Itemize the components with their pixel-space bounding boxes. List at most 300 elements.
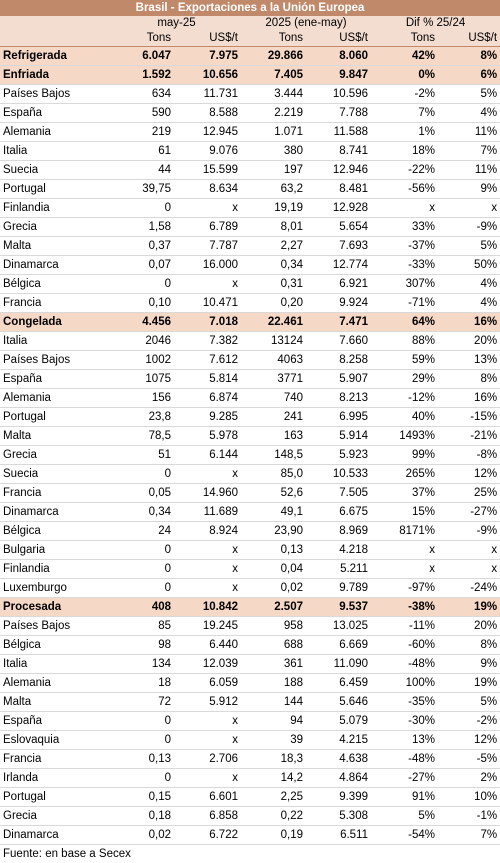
- cell-usd-may: 2.706: [174, 750, 241, 769]
- cell-usd-dif: x: [438, 560, 500, 579]
- cell-tons-may: 0,10: [112, 294, 174, 313]
- table-row: [0, 161, 500, 180]
- cell-tons-dif: x: [371, 560, 438, 579]
- row-label: Alemania: [0, 389, 112, 408]
- cell-tons-dif: -38%: [371, 598, 438, 617]
- row-label: Francia: [0, 484, 112, 503]
- row-label: Finlandia: [0, 560, 112, 579]
- row-label: Dinamarca: [0, 826, 112, 845]
- cell-usd-dif: 20%: [438, 332, 500, 351]
- cell-usd-ytd: 12.946: [306, 161, 371, 180]
- cell-usd-may: 19.245: [174, 617, 241, 636]
- table-row: [0, 484, 500, 503]
- cell-usd-dif: 25%: [438, 484, 500, 503]
- table-row: [0, 560, 500, 579]
- cell-usd-ytd: 12.928: [306, 199, 371, 218]
- cell-tons-dif: -97%: [371, 579, 438, 598]
- cell-tons-ytd: 3.444: [241, 85, 306, 104]
- cell-tons-ytd: 14,2: [241, 769, 306, 788]
- cell-tons-ytd: 2,25: [241, 788, 306, 807]
- cell-tons-may: 0,18: [112, 807, 174, 826]
- cell-usd-may: 7.975: [174, 47, 241, 66]
- table-row: [0, 712, 500, 731]
- cell-tons-may: 1002: [112, 351, 174, 370]
- cell-tons-may: 85: [112, 617, 174, 636]
- cell-usd-dif: 7%: [438, 142, 500, 161]
- cell-tons-ytd: 1.071: [241, 123, 306, 142]
- table-row: [0, 655, 500, 674]
- cell-usd-ytd: 9.847: [306, 66, 371, 85]
- cell-usd-may: x: [174, 541, 241, 560]
- cell-usd-dif: 5%: [438, 693, 500, 712]
- cell-tons-may: 0,34: [112, 503, 174, 522]
- cell-usd-may: 7.612: [174, 351, 241, 370]
- cell-usd-may: x: [174, 731, 241, 750]
- cell-tons-ytd: 361: [241, 655, 306, 674]
- cell-tons-ytd: 2.507: [241, 598, 306, 617]
- row-label: Portugal: [0, 180, 112, 199]
- table-row: [0, 427, 500, 446]
- cell-tons-may: 1075: [112, 370, 174, 389]
- cell-usd-may: 6.874: [174, 389, 241, 408]
- cell-tons-dif: 307%: [371, 275, 438, 294]
- col-tons-dif: Tons: [371, 31, 438, 47]
- header-blank-2: [0, 31, 112, 47]
- cell-tons-ytd: 3771: [241, 370, 306, 389]
- cell-tons-may: 0,13: [112, 750, 174, 769]
- cell-usd-dif: 9%: [438, 655, 500, 674]
- cell-tons-may: 51: [112, 446, 174, 465]
- cell-usd-dif: 16%: [438, 313, 500, 332]
- cell-tons-dif: -48%: [371, 655, 438, 674]
- cell-tons-dif: -11%: [371, 617, 438, 636]
- cell-tons-may: 23,8: [112, 408, 174, 427]
- header-ytd: 2025 (ene-may): [241, 16, 371, 31]
- row-label: Grecia: [0, 218, 112, 237]
- cell-usd-may: 7.382: [174, 332, 241, 351]
- row-label: Enfriada: [0, 66, 112, 85]
- cell-usd-may: 8.634: [174, 180, 241, 199]
- cell-tons-may: 1.592: [112, 66, 174, 85]
- cell-tons-ytd: 0,04: [241, 560, 306, 579]
- cell-usd-dif: 12%: [438, 465, 500, 484]
- cell-usd-dif: 7%: [438, 826, 500, 845]
- row-label: Países Bajos: [0, 617, 112, 636]
- cell-usd-may: x: [174, 199, 241, 218]
- cell-usd-may: 10.656: [174, 66, 241, 85]
- cell-tons-ytd: 2,27: [241, 237, 306, 256]
- table-row: [0, 275, 500, 294]
- cell-tons-ytd: 0,34: [241, 256, 306, 275]
- row-label: Malta: [0, 237, 112, 256]
- row-label: Portugal: [0, 408, 112, 427]
- cell-tons-dif: -27%: [371, 769, 438, 788]
- row-label: España: [0, 370, 112, 389]
- cell-tons-dif: 88%: [371, 332, 438, 351]
- cell-usd-ytd: 7.788: [306, 104, 371, 123]
- cell-tons-ytd: 0,13: [241, 541, 306, 560]
- cell-usd-dif: 20%: [438, 617, 500, 636]
- cell-usd-dif: 16%: [438, 389, 500, 408]
- cell-tons-dif: 8171%: [371, 522, 438, 541]
- cell-usd-dif: 19%: [438, 674, 500, 693]
- cell-usd-may: 7.018: [174, 313, 241, 332]
- cell-tons-dif: -12%: [371, 389, 438, 408]
- cell-tons-dif: -71%: [371, 294, 438, 313]
- row-label: Procesada: [0, 598, 112, 617]
- cell-tons-dif: -35%: [371, 693, 438, 712]
- table-title-row: [0, 0, 500, 16]
- cell-usd-may: 6.144: [174, 446, 241, 465]
- cell-usd-dif: 4%: [438, 104, 500, 123]
- cell-tons-dif: 64%: [371, 313, 438, 332]
- cell-tons-dif: -54%: [371, 826, 438, 845]
- cell-usd-ytd: 6.995: [306, 408, 371, 427]
- cell-tons-may: 0: [112, 275, 174, 294]
- cell-tons-dif: -56%: [371, 180, 438, 199]
- table-row: [0, 674, 500, 693]
- table-row: [0, 142, 500, 161]
- cell-tons-dif: -37%: [371, 237, 438, 256]
- table-row: [0, 199, 500, 218]
- row-label: Grecia: [0, 446, 112, 465]
- row-label: Bélgica: [0, 522, 112, 541]
- cell-tons-ytd: 49,1: [241, 503, 306, 522]
- cell-usd-may: 9.076: [174, 142, 241, 161]
- table-row: [0, 123, 500, 142]
- cell-usd-ytd: 8.213: [306, 389, 371, 408]
- category-row: [0, 598, 500, 617]
- row-label: Italia: [0, 655, 112, 674]
- cell-usd-ytd: 5.923: [306, 446, 371, 465]
- cell-tons-dif: 0%: [371, 66, 438, 85]
- cell-tons-may: 219: [112, 123, 174, 142]
- cell-tons-may: 634: [112, 85, 174, 104]
- cell-usd-dif: 11%: [438, 123, 500, 142]
- cell-tons-may: 408: [112, 598, 174, 617]
- cell-usd-may: 6.858: [174, 807, 241, 826]
- cell-usd-ytd: 6.921: [306, 275, 371, 294]
- cell-usd-dif: -9%: [438, 522, 500, 541]
- cell-usd-ytd: 9.789: [306, 579, 371, 598]
- cell-usd-ytd: 11.090: [306, 655, 371, 674]
- cell-usd-dif: 12%: [438, 731, 500, 750]
- cell-usd-dif: 8%: [438, 47, 500, 66]
- cell-tons-may: 156: [112, 389, 174, 408]
- cell-usd-ytd: 8.481: [306, 180, 371, 199]
- cell-tons-may: 0: [112, 560, 174, 579]
- cell-tons-may: 6.047: [112, 47, 174, 66]
- cell-tons-ytd: 958: [241, 617, 306, 636]
- cell-usd-dif: -5%: [438, 750, 500, 769]
- cell-usd-may: 10.471: [174, 294, 241, 313]
- cell-tons-dif: 99%: [371, 446, 438, 465]
- cell-usd-ytd: 6.511: [306, 826, 371, 845]
- cell-usd-ytd: 8.741: [306, 142, 371, 161]
- cell-usd-ytd: 6.669: [306, 636, 371, 655]
- cell-tons-may: 134: [112, 655, 174, 674]
- cell-usd-ytd: 5.654: [306, 218, 371, 237]
- cell-usd-ytd: 10.533: [306, 465, 371, 484]
- category-row: [0, 66, 500, 85]
- cell-tons-dif: 1493%: [371, 427, 438, 446]
- cell-usd-dif: 4%: [438, 275, 500, 294]
- category-row: [0, 313, 500, 332]
- cell-tons-may: 24: [112, 522, 174, 541]
- row-label: Irlanda: [0, 769, 112, 788]
- cell-tons-may: 0: [112, 465, 174, 484]
- table-row: [0, 256, 500, 275]
- row-label: Finlandia: [0, 199, 112, 218]
- table-row: [0, 522, 500, 541]
- cell-tons-dif: 42%: [371, 47, 438, 66]
- cell-tons-ytd: 0,02: [241, 579, 306, 598]
- cell-usd-may: 14.960: [174, 484, 241, 503]
- row-label: Países Bajos: [0, 351, 112, 370]
- cell-usd-ytd: 5.646: [306, 693, 371, 712]
- cell-usd-ytd: 7.505: [306, 484, 371, 503]
- cell-tons-may: 590: [112, 104, 174, 123]
- cell-usd-ytd: 9.537: [306, 598, 371, 617]
- cell-usd-ytd: 13.025: [306, 617, 371, 636]
- cell-usd-ytd: 5.907: [306, 370, 371, 389]
- cell-usd-may: 15.599: [174, 161, 241, 180]
- col-usd-dif: US$/t: [438, 31, 500, 47]
- cell-usd-may: 12.039: [174, 655, 241, 674]
- cell-usd-dif: -15%: [438, 408, 500, 427]
- cell-usd-may: 12.945: [174, 123, 241, 142]
- row-label: Francia: [0, 750, 112, 769]
- table-row: [0, 731, 500, 750]
- cell-usd-may: 6.601: [174, 788, 241, 807]
- cell-usd-ytd: 6.675: [306, 503, 371, 522]
- row-label: Alemania: [0, 674, 112, 693]
- cell-tons-ytd: 13124: [241, 332, 306, 351]
- cell-tons-may: 39,75: [112, 180, 174, 199]
- table-row: [0, 180, 500, 199]
- cell-tons-dif: -22%: [371, 161, 438, 180]
- cell-tons-may: 0: [112, 712, 174, 731]
- cell-tons-dif: 18%: [371, 142, 438, 161]
- cell-usd-dif: -27%: [438, 503, 500, 522]
- table-row: [0, 351, 500, 370]
- cell-tons-ytd: 29.866: [241, 47, 306, 66]
- row-label: Dinamarca: [0, 503, 112, 522]
- cell-usd-may: x: [174, 712, 241, 731]
- cell-usd-may: 6.722: [174, 826, 241, 845]
- cell-usd-ytd: 7.471: [306, 313, 371, 332]
- col-usd-ytd: US$/t: [306, 31, 371, 47]
- cell-usd-dif: 19%: [438, 598, 500, 617]
- cell-tons-ytd: 2.219: [241, 104, 306, 123]
- table-row: [0, 807, 500, 826]
- cell-tons-dif: 91%: [371, 788, 438, 807]
- cell-tons-ytd: 0,20: [241, 294, 306, 313]
- cell-usd-may: 8.924: [174, 522, 241, 541]
- cell-usd-dif: 4%: [438, 294, 500, 313]
- row-label: Congelada: [0, 313, 112, 332]
- cell-tons-dif: 5%: [371, 807, 438, 826]
- col-usd-may: US$/t: [174, 31, 241, 47]
- table-row: [0, 826, 500, 845]
- cell-tons-may: 18: [112, 674, 174, 693]
- table-row: [0, 85, 500, 104]
- cell-tons-ytd: 19,19: [241, 199, 306, 218]
- table-row: [0, 465, 500, 484]
- cell-tons-ytd: 94: [241, 712, 306, 731]
- cell-tons-dif: -48%: [371, 750, 438, 769]
- cell-tons-ytd: 18,3: [241, 750, 306, 769]
- cell-usd-may: x: [174, 560, 241, 579]
- cell-tons-ytd: 148,5: [241, 446, 306, 465]
- table-row: [0, 408, 500, 427]
- cell-usd-ytd: 10.596: [306, 85, 371, 104]
- cell-tons-ytd: 688: [241, 636, 306, 655]
- row-label: España: [0, 712, 112, 731]
- cell-tons-may: 61: [112, 142, 174, 161]
- cell-usd-may: 9.285: [174, 408, 241, 427]
- category-row: [0, 47, 500, 66]
- header-group-row: [0, 16, 500, 31]
- cell-tons-may: 78,5: [112, 427, 174, 446]
- cell-usd-ytd: 4.638: [306, 750, 371, 769]
- cell-tons-ytd: 7.405: [241, 66, 306, 85]
- cell-usd-may: 10.842: [174, 598, 241, 617]
- cell-usd-ytd: 5.308: [306, 807, 371, 826]
- cell-tons-dif: 33%: [371, 218, 438, 237]
- cell-usd-ytd: 8.258: [306, 351, 371, 370]
- table-row: [0, 617, 500, 636]
- cell-tons-dif: -60%: [371, 636, 438, 655]
- cell-tons-ytd: 740: [241, 389, 306, 408]
- cell-usd-dif: 9%: [438, 180, 500, 199]
- cell-usd-may: 16.000: [174, 256, 241, 275]
- cell-usd-dif: 5%: [438, 85, 500, 104]
- cell-usd-dif: 50%: [438, 256, 500, 275]
- table-title: Brasil - Exportaciones a la Unión Europea: [0, 0, 500, 16]
- cell-tons-dif: 1%: [371, 123, 438, 142]
- table-row: [0, 104, 500, 123]
- cell-tons-dif: 29%: [371, 370, 438, 389]
- cell-tons-may: 1,58: [112, 218, 174, 237]
- cell-usd-may: 11.689: [174, 503, 241, 522]
- cell-tons-may: 0,37: [112, 237, 174, 256]
- cell-tons-ytd: 197: [241, 161, 306, 180]
- header-blank: [0, 16, 112, 31]
- cell-tons-may: 0: [112, 199, 174, 218]
- row-label: Malta: [0, 693, 112, 712]
- table-row: [0, 579, 500, 598]
- cell-tons-may: 0,05: [112, 484, 174, 503]
- cell-usd-may: 11.731: [174, 85, 241, 104]
- table-row: [0, 294, 500, 313]
- cell-usd-may: x: [174, 465, 241, 484]
- cell-usd-may: 6.440: [174, 636, 241, 655]
- cell-tons-dif: 40%: [371, 408, 438, 427]
- cell-usd-ytd: 6.459: [306, 674, 371, 693]
- cell-tons-dif: 59%: [371, 351, 438, 370]
- cell-usd-ytd: 7.660: [306, 332, 371, 351]
- cell-usd-ytd: 9.924: [306, 294, 371, 313]
- cell-usd-may: x: [174, 275, 241, 294]
- cell-usd-ytd: 4.215: [306, 731, 371, 750]
- cell-tons-may: 0,02: [112, 826, 174, 845]
- cell-usd-may: 8.588: [174, 104, 241, 123]
- cell-tons-dif: 15%: [371, 503, 438, 522]
- cell-tons-dif: 37%: [371, 484, 438, 503]
- cell-tons-ytd: 22.461: [241, 313, 306, 332]
- row-label: Alemania: [0, 123, 112, 142]
- cell-tons-may: 0,15: [112, 788, 174, 807]
- cell-usd-ytd: 8.969: [306, 522, 371, 541]
- cell-tons-ytd: 163: [241, 427, 306, 446]
- cell-usd-dif: -21%: [438, 427, 500, 446]
- cell-tons-may: 0: [112, 541, 174, 560]
- cell-tons-may: 72: [112, 693, 174, 712]
- row-label: Portugal: [0, 788, 112, 807]
- cell-usd-ytd: 12.774: [306, 256, 371, 275]
- cell-tons-may: 0: [112, 579, 174, 598]
- table-row: [0, 693, 500, 712]
- cell-tons-may: 4.456: [112, 313, 174, 332]
- table-row: [0, 769, 500, 788]
- cell-tons-ytd: 0,19: [241, 826, 306, 845]
- cell-usd-may: 7.787: [174, 237, 241, 256]
- cell-usd-ytd: 8.060: [306, 47, 371, 66]
- cell-usd-ytd: 11.588: [306, 123, 371, 142]
- cell-tons-dif: 7%: [371, 104, 438, 123]
- cell-tons-dif: -30%: [371, 712, 438, 731]
- table-row: [0, 389, 500, 408]
- row-label: Italia: [0, 142, 112, 161]
- cell-tons-dif: -2%: [371, 85, 438, 104]
- cell-usd-dif: 5%: [438, 237, 500, 256]
- cell-usd-dif: -2%: [438, 712, 500, 731]
- cell-tons-ytd: 0,22: [241, 807, 306, 826]
- row-label: Países Bajos: [0, 85, 112, 104]
- table-row: [0, 218, 500, 237]
- cell-usd-dif: 8%: [438, 370, 500, 389]
- cell-tons-may: 0,07: [112, 256, 174, 275]
- cell-tons-dif: x: [371, 541, 438, 560]
- cell-tons-ytd: 39: [241, 731, 306, 750]
- cell-usd-ytd: 4.864: [306, 769, 371, 788]
- cell-usd-ytd: 5.211: [306, 560, 371, 579]
- header-cols-row: [0, 31, 500, 47]
- cell-tons-ytd: 144: [241, 693, 306, 712]
- row-label: Suecia: [0, 161, 112, 180]
- table-row: [0, 750, 500, 769]
- cell-tons-ytd: 8,01: [241, 218, 306, 237]
- cell-usd-dif: 2%: [438, 769, 500, 788]
- cell-tons-dif: x: [371, 199, 438, 218]
- cell-tons-may: 0: [112, 731, 174, 750]
- cell-usd-ytd: 4.218: [306, 541, 371, 560]
- table-row: [0, 332, 500, 351]
- cell-usd-dif: 13%: [438, 351, 500, 370]
- cell-usd-dif: -1%: [438, 807, 500, 826]
- table-row: [0, 503, 500, 522]
- row-label: Dinamarca: [0, 256, 112, 275]
- cell-usd-may: 6.059: [174, 674, 241, 693]
- table-row: [0, 541, 500, 560]
- cell-usd-ytd: 9.399: [306, 788, 371, 807]
- row-label: Francia: [0, 294, 112, 313]
- cell-tons-may: 98: [112, 636, 174, 655]
- row-label: Eslovaquia: [0, 731, 112, 750]
- cell-usd-ytd: 5.079: [306, 712, 371, 731]
- cell-usd-dif: 11%: [438, 161, 500, 180]
